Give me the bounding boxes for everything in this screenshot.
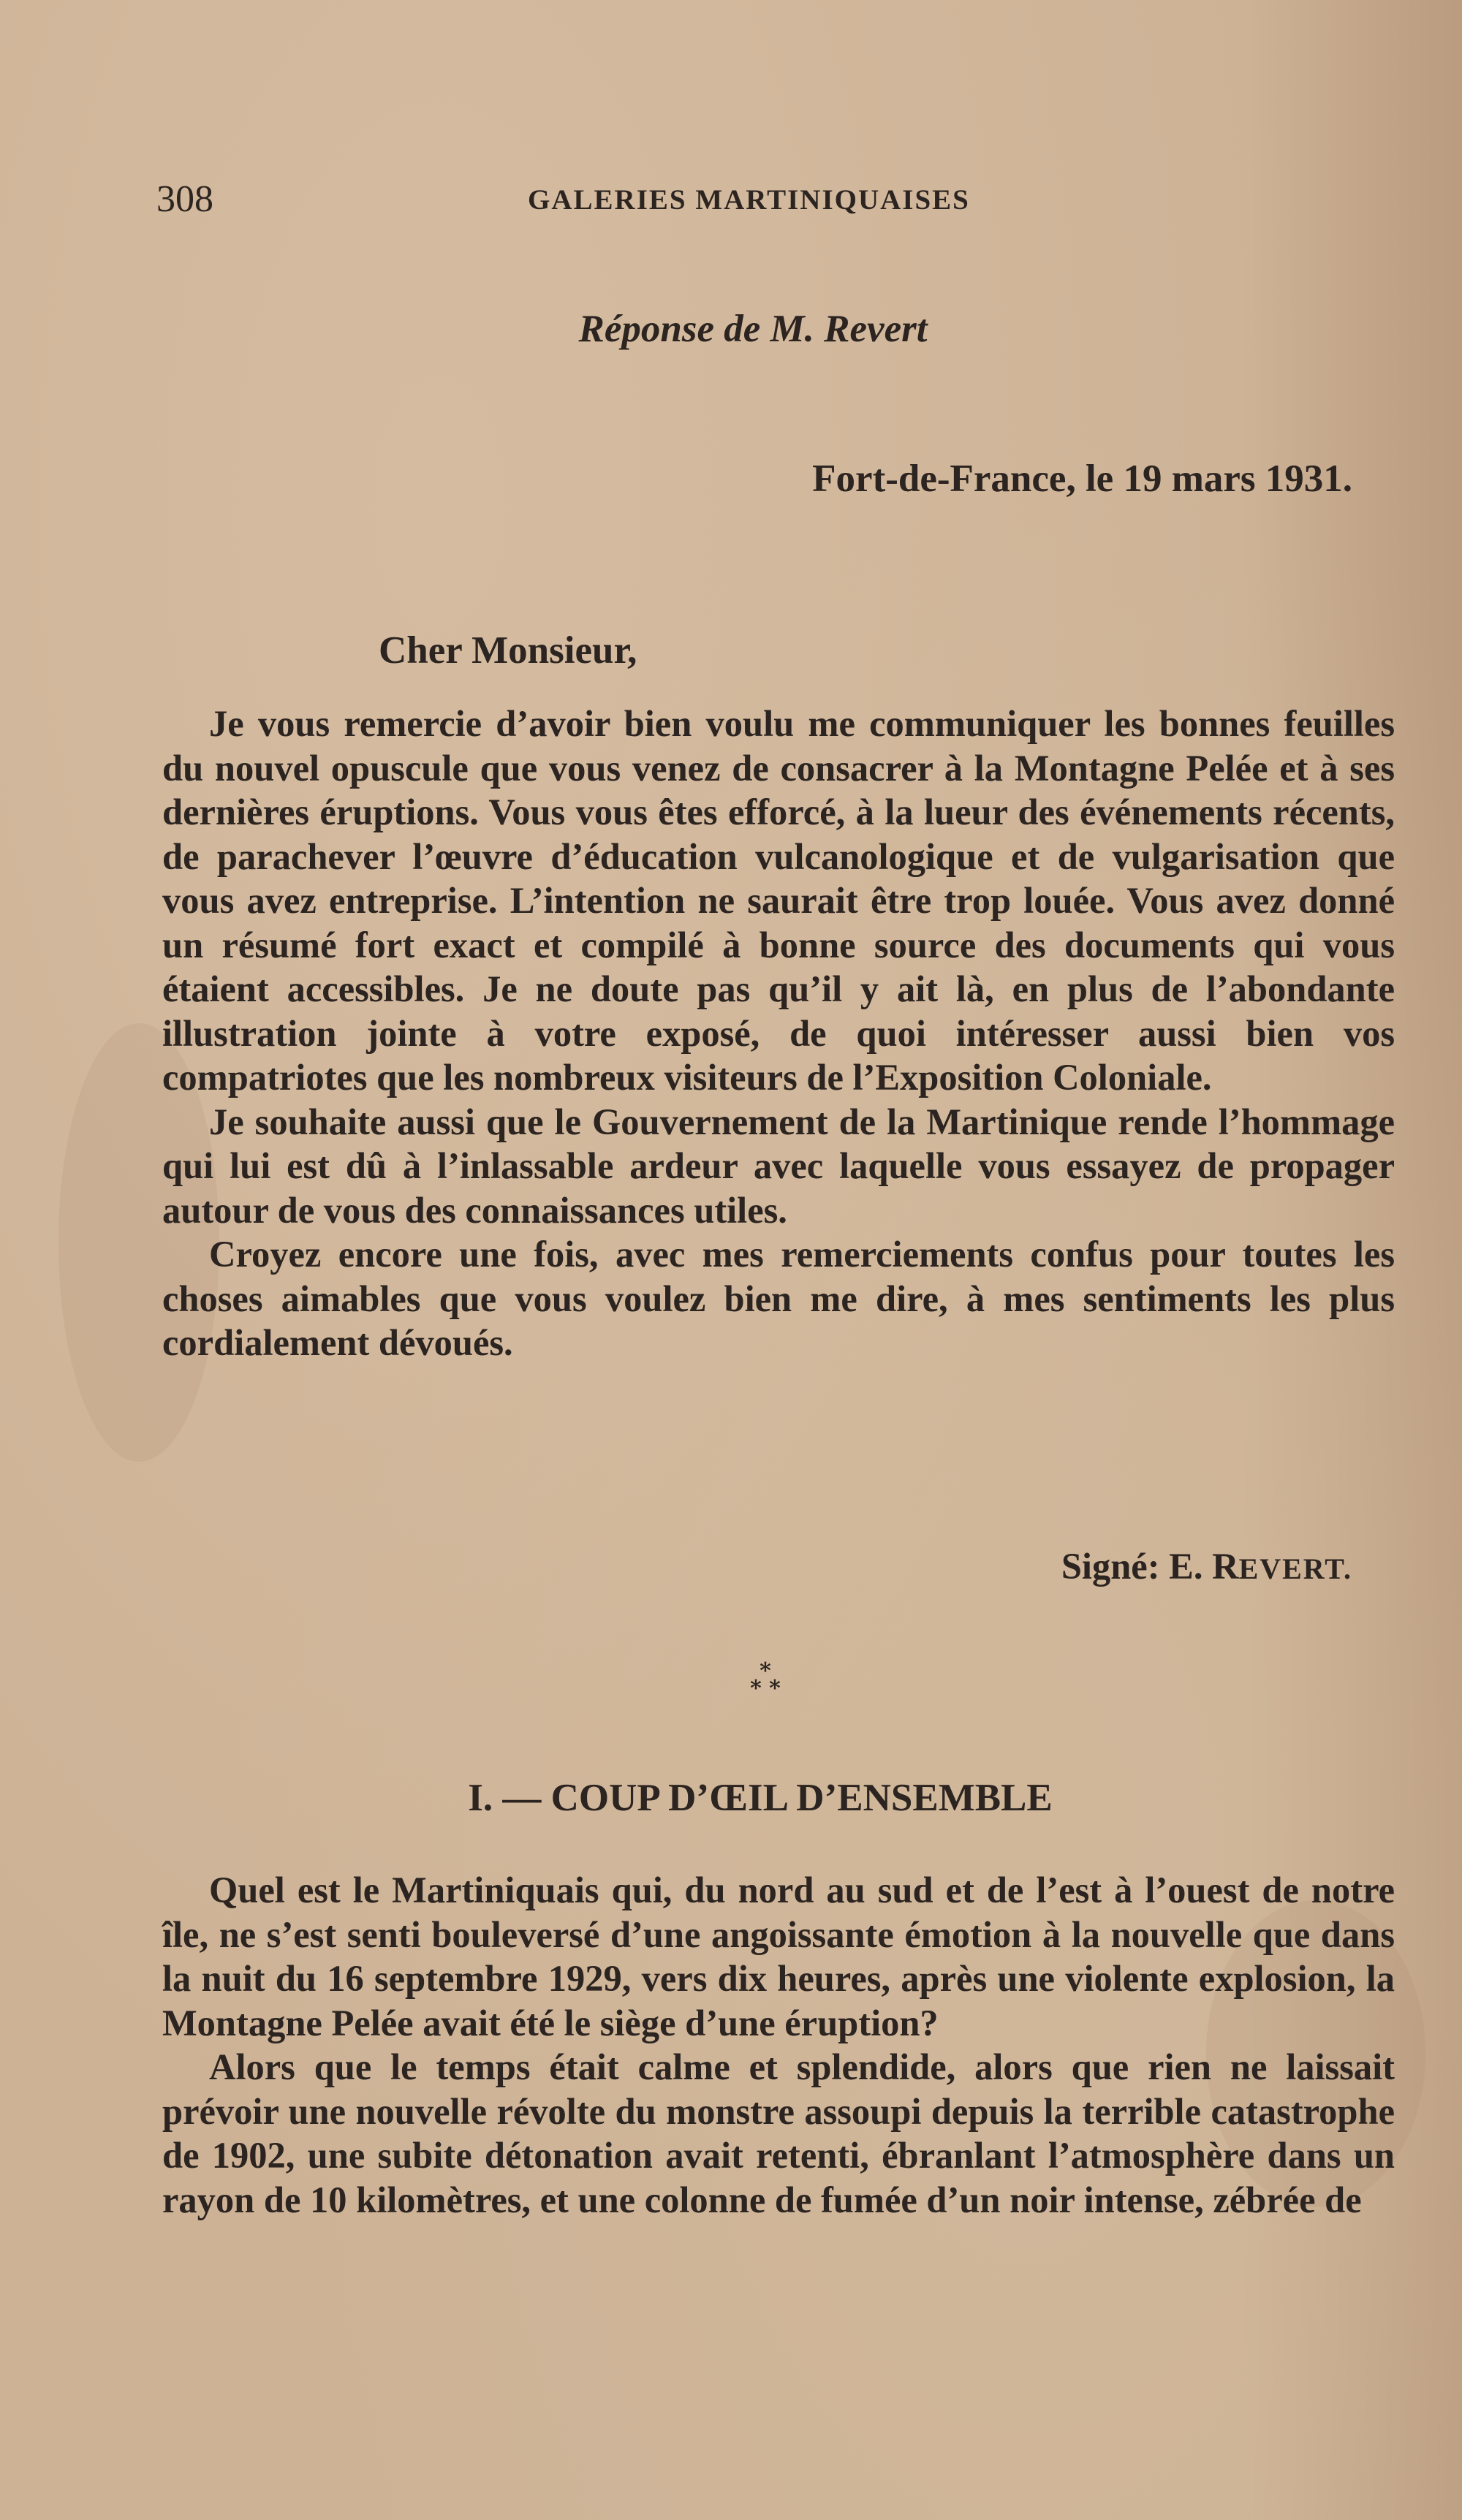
letter-body [162, 702, 1395, 1365]
letter-paragraph: Je vous remercie d’avoir bien voulu me communiquer les bonnes feuilles du nouvel opuscule que vous venez de consacrer à la Montagne Pelée et à ses dernières éruptions. Vous vous êtes efforcé, à la lueur des événements récents, de parachever l’œuvre d’éducation vulcanologique et de vulgarisation que vous avez entreprise. L’intention ne saurait être trop louée. Vous avez donné un résumé fort exact et compilé à bonne source des documents qui vous étaient accessibles. Je ne doute pas qu’il y ait là, en plus de l’abondante illustration jointe à votre exposé, de quoi intéresser aussi bien vos compatriotes que les nombreux visiteurs de l’Exposition Coloniale. [162, 703, 1395, 1098]
svg-text:*: * [760, 1659, 771, 1684]
section-title: I. — COUP D’ŒIL D’ENSEMBLE [468, 1777, 1053, 1819]
letter-heading: Réponse de M. Revert [578, 308, 928, 350]
page-number: 308 [156, 178, 213, 220]
signature [1061, 1541, 1352, 1595]
running-head [156, 174, 1399, 225]
asterism-icon [736, 1659, 795, 1710]
dateline: Fort-de-France, le 19 mars 1931. [812, 458, 1352, 500]
signature-prefix: Signé: E. R [1061, 1546, 1239, 1587]
section-paragraph: Quel est le Martiniquais qui, du nord au sud et de l’est à l’ouest de notre île, ne s’est senti bouleversé d’une angoissante émotion à la nouvelle que dans la nuit du 16 septembre 1929, vers dix heures, après une violente explosion, la Montagne Pelée avait été le siège d’une éruption? [162, 1870, 1395, 2043]
signature-name-smallcaps: EVERT. [1238, 1552, 1352, 1585]
section-paragraph: Alors que le temps était calme et splendide, alors que rien ne laissait prévoir une nouvelle révolte du monstre assoupi depuis la terrible catastrophe de 1902, une subite détonation avait retenti, ébranlant l’atmosphère dans un rayon de 10 kilomètres, et une colonne de fumée d’un noir intense, zébrée de [162, 2046, 1395, 2220]
running-title: GALERIES MARTINIQUAISES [528, 184, 970, 216]
svg-text:*: * [769, 1676, 781, 1701]
svg-text:*: * [750, 1676, 762, 1701]
letter-paragraph: Croyez encore une fois, avec mes remerciements confus pour toutes les choses aimables que vous voulez bien me dire, à mes sentiments les plus cordialement dévoués. [162, 1234, 1395, 1363]
letter-paragraph: Je souhaite aussi que le Gouvernement de la Martinique rende l’hommage qui lui est dû à l’inlassable ardeur avec laquelle vous essayez de propager autour de vous des connaissances utiles. [162, 1101, 1395, 1231]
section-body [162, 1868, 1395, 2222]
salutation: Cher Monsieur, [379, 629, 637, 672]
